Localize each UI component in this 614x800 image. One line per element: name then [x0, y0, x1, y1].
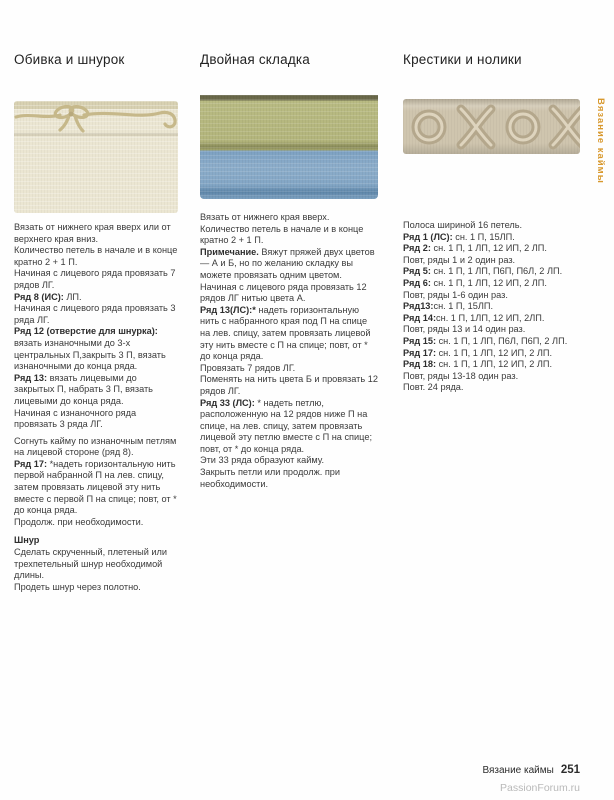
instruction-text: Повт, ряды 13-18 один раз. — [403, 370, 519, 381]
instruction-text: Вязать от нижнего края вверх или от верхнего края вниз. — [14, 222, 171, 244]
instruction-text: вязать изнаночными до 3-х центральных П,закрыть 3 П, вязать изнаночными до конца ряда. — [14, 337, 166, 372]
instruction-paragraph — [200, 305, 378, 363]
sidebar-section-label: Вязание каймы — [595, 98, 606, 184]
row-label: Ряд 8 (ИС): — [14, 291, 64, 302]
instruction-text: Повт. 24 ряда. — [403, 382, 464, 393]
row-label: Ряд 15: — [403, 335, 437, 346]
instruction-text: Согнуть кайму по изнаночным петлям на лицевой стороне (ряд 8). — [14, 435, 177, 458]
instruction-paragraph — [403, 290, 580, 302]
instruction-text: Начиная с изнаночного ряда провязать 3 ряда ЛГ. — [14, 407, 137, 430]
piping-cord-swatch-photo — [14, 101, 178, 213]
instruction-paragraph — [200, 247, 378, 282]
instruction-paragraph — [403, 382, 580, 394]
instruction-paragraph — [403, 301, 580, 313]
drawstring-cord-illustration — [14, 101, 178, 213]
row-label: Ряд 6: — [403, 277, 431, 288]
page-footer — [482, 764, 580, 776]
instruction-text: Количество петель в начале и в конце кратно 2 + 1 П. — [200, 223, 364, 246]
instruction-text: Продолж. при необходимости. — [14, 516, 144, 527]
instruction-paragraph — [403, 278, 580, 290]
instruction-paragraph — [403, 243, 580, 255]
instruction-text: Начиная с лицевого ряда провязать 3 ряда ЛГ. — [14, 303, 176, 325]
instruction-paragraph — [200, 374, 378, 397]
instruction-paragraph — [200, 455, 378, 467]
instruction-paragraph — [200, 467, 378, 490]
instruction-text: сн. 1 П, 1 ЛП, П6Л, П6П, 2 ЛП. — [436, 335, 568, 346]
row-label: Ряд 18: — [403, 359, 437, 370]
double-fold-swatch-photo — [200, 95, 378, 199]
row-label: Шнур — [14, 535, 40, 546]
instruction-text: * надеть петлю, расположенную на 12 рядов ниже П на спице, на лев. спицу, затем провязать лицевой эту петлю вместе с П на спице; повт, от * до конца ряда. — [200, 397, 372, 454]
instruction-paragraph — [403, 313, 580, 325]
instruction-paragraph — [14, 408, 178, 431]
cable-pattern-illustration — [403, 99, 580, 154]
instruction-text: сн. 1 П, 1 ЛП, 12 ИП, 2 ЛП. — [430, 277, 547, 288]
instruction-text: Начиная с лицевого ряда провязать 12 рядов ЛГ нитью цвета А. — [200, 281, 367, 304]
row-label: Примечание. — [200, 246, 259, 257]
instruction-paragraph — [14, 373, 178, 408]
footer-section-title: Вязание каймы — [482, 765, 554, 776]
instruction-paragraph — [403, 232, 580, 244]
instruction-text: сн. 1 П, 1 ЛП, П6П, П6Л, 2 ЛП. — [430, 266, 563, 277]
instruction-text: Сделать скрученный, плетеный или трехпетельный шнур необходимой длины. — [14, 547, 168, 581]
instruction-paragraph — [200, 363, 378, 375]
instruction-text: сн. 1 П, 15ЛП. — [433, 301, 494, 312]
page-number: 251 — [560, 764, 580, 776]
instruction-text: Повт, ряды 1 и 2 один раз. — [403, 254, 516, 265]
row-label: Ряд 1 (ЛС): — [403, 231, 453, 242]
instruction-paragraph — [14, 517, 178, 529]
row-label: Ряд 13(ЛС):* — [200, 304, 256, 315]
instruction-paragraph — [14, 436, 178, 459]
instruction-text: Вяжут пряжей двух цветов — А и Б, но по желанию складку вы можете провязать одним цветом. — [200, 246, 375, 280]
instruction-paragraph — [200, 212, 378, 224]
instruction-paragraph — [403, 371, 580, 383]
row-label: Ряд 13: — [14, 372, 48, 383]
instruction-text: Количество петель в начале и в конце кратно 2 + 1 П. — [14, 245, 178, 267]
column-title-double-fold: Двойная складка — [200, 52, 311, 67]
row-label: Ряд13: — [403, 301, 434, 312]
instruction-text: сн. 1 П, 15ЛП. — [452, 231, 515, 242]
instruction-paragraph — [14, 222, 178, 245]
instruction-text: ЛП. — [63, 291, 82, 302]
instruction-text: сн. 1 П, 1 ЛП, 12 ИП, 2 ЛП. — [430, 243, 547, 254]
instruction-paragraph — [200, 224, 378, 247]
instruction-text: вязать лицевыми до закрытых П, набрать 3 П, вязать лицевыми до конца ряда. — [14, 372, 153, 406]
row-label: Ряд 17: — [14, 458, 48, 469]
instruction-text: Поменять на нить цвета Б и провязать 12 рядов ЛГ. — [200, 374, 378, 396]
instruction-text: сн. 1 П, 1 ЛП, 12 ИП, 2 ЛП. — [436, 347, 553, 358]
instruction-paragraph — [200, 398, 378, 456]
column-double-fold — [200, 52, 378, 490]
instruction-text: Закрыть петли или продолж. при необходимости. — [200, 467, 341, 489]
instruction-paragraph — [403, 359, 580, 371]
instruction-paragraph — [403, 220, 580, 232]
instruction-paragraph — [14, 582, 178, 594]
instruction-paragraph — [403, 324, 580, 336]
row-label: Ряд 2: — [403, 243, 431, 254]
instruction-paragraph — [403, 255, 580, 267]
instruction-text: *надеть горизонтальную нить первой набранной П на лев. спицу, затем провязать лицевой эту нить вместе с первой П на спице; повт, от * до конца ряда. — [14, 458, 177, 516]
instruction-text: Повт, ряды 13 и 14 один раз. — [403, 324, 526, 335]
instruction-paragraph — [403, 336, 580, 348]
row-label: Ряд 12 (отверстие для шнурка): — [14, 326, 158, 337]
instruction-text: Начиная с лицевого ряда провязать 7 рядов ЛГ. — [14, 268, 176, 290]
watermark: PassionForum.ru — [500, 782, 580, 794]
instruction-paragraph — [14, 303, 178, 326]
column-title-tic-tac-toe: Крестики и нолики — [403, 52, 522, 67]
instruction-text: Полоса шириной 16 петель. — [403, 220, 523, 230]
instruction-text: Вязать от нижнего края вверх. — [200, 212, 330, 222]
instruction-paragraph — [14, 459, 178, 517]
column-piping-cord — [14, 52, 178, 593]
instruction-paragraph — [14, 245, 178, 268]
instruction-text: сн. 1 П, 1ЛП, 12 ИП, 2ЛП. — [436, 312, 545, 323]
column-tic-tac-toe — [403, 52, 580, 394]
instruction-text: Повт, ряды 1-6 один раз. — [403, 289, 508, 300]
instructions-piping-cord — [14, 222, 178, 593]
row-label: Ряд 14: — [403, 312, 437, 323]
instruction-text: Эти 33 ряда образуют кайму. — [200, 455, 325, 466]
instruction-paragraph — [14, 326, 178, 372]
instruction-text: надеть горизонтальную нить с набранного края под П на спице на лев. спицу, затем провязать лицевой эту нить вместе с П на спице; повт, от * до конца ряда. — [200, 304, 371, 362]
subheading — [14, 535, 178, 547]
instruction-paragraph — [14, 292, 178, 304]
row-label: Ряд 5: — [403, 266, 431, 277]
instructions-tic-tac-toe — [403, 220, 580, 394]
instruction-paragraph — [14, 268, 178, 291]
row-label: Ряд 33 (ЛС): — [200, 397, 255, 408]
instruction-paragraph — [403, 348, 580, 360]
row-label: Ряд 17: — [403, 347, 437, 358]
instructions-double-fold — [200, 212, 378, 490]
instruction-text: Провязать 7 рядов ЛГ. — [200, 362, 296, 373]
instruction-paragraph — [14, 547, 178, 582]
instruction-paragraph — [403, 266, 580, 278]
instruction-paragraph — [200, 282, 378, 305]
instruction-text: Продеть шнур через полотно. — [14, 581, 141, 592]
column-title-piping-cord: Обивка и шнурок — [14, 52, 125, 67]
cable-band-swatch-photo — [403, 99, 580, 154]
instruction-text: сн. 1 П, 1 ЛП, 12 ИП, 2 ЛП. — [436, 359, 553, 370]
